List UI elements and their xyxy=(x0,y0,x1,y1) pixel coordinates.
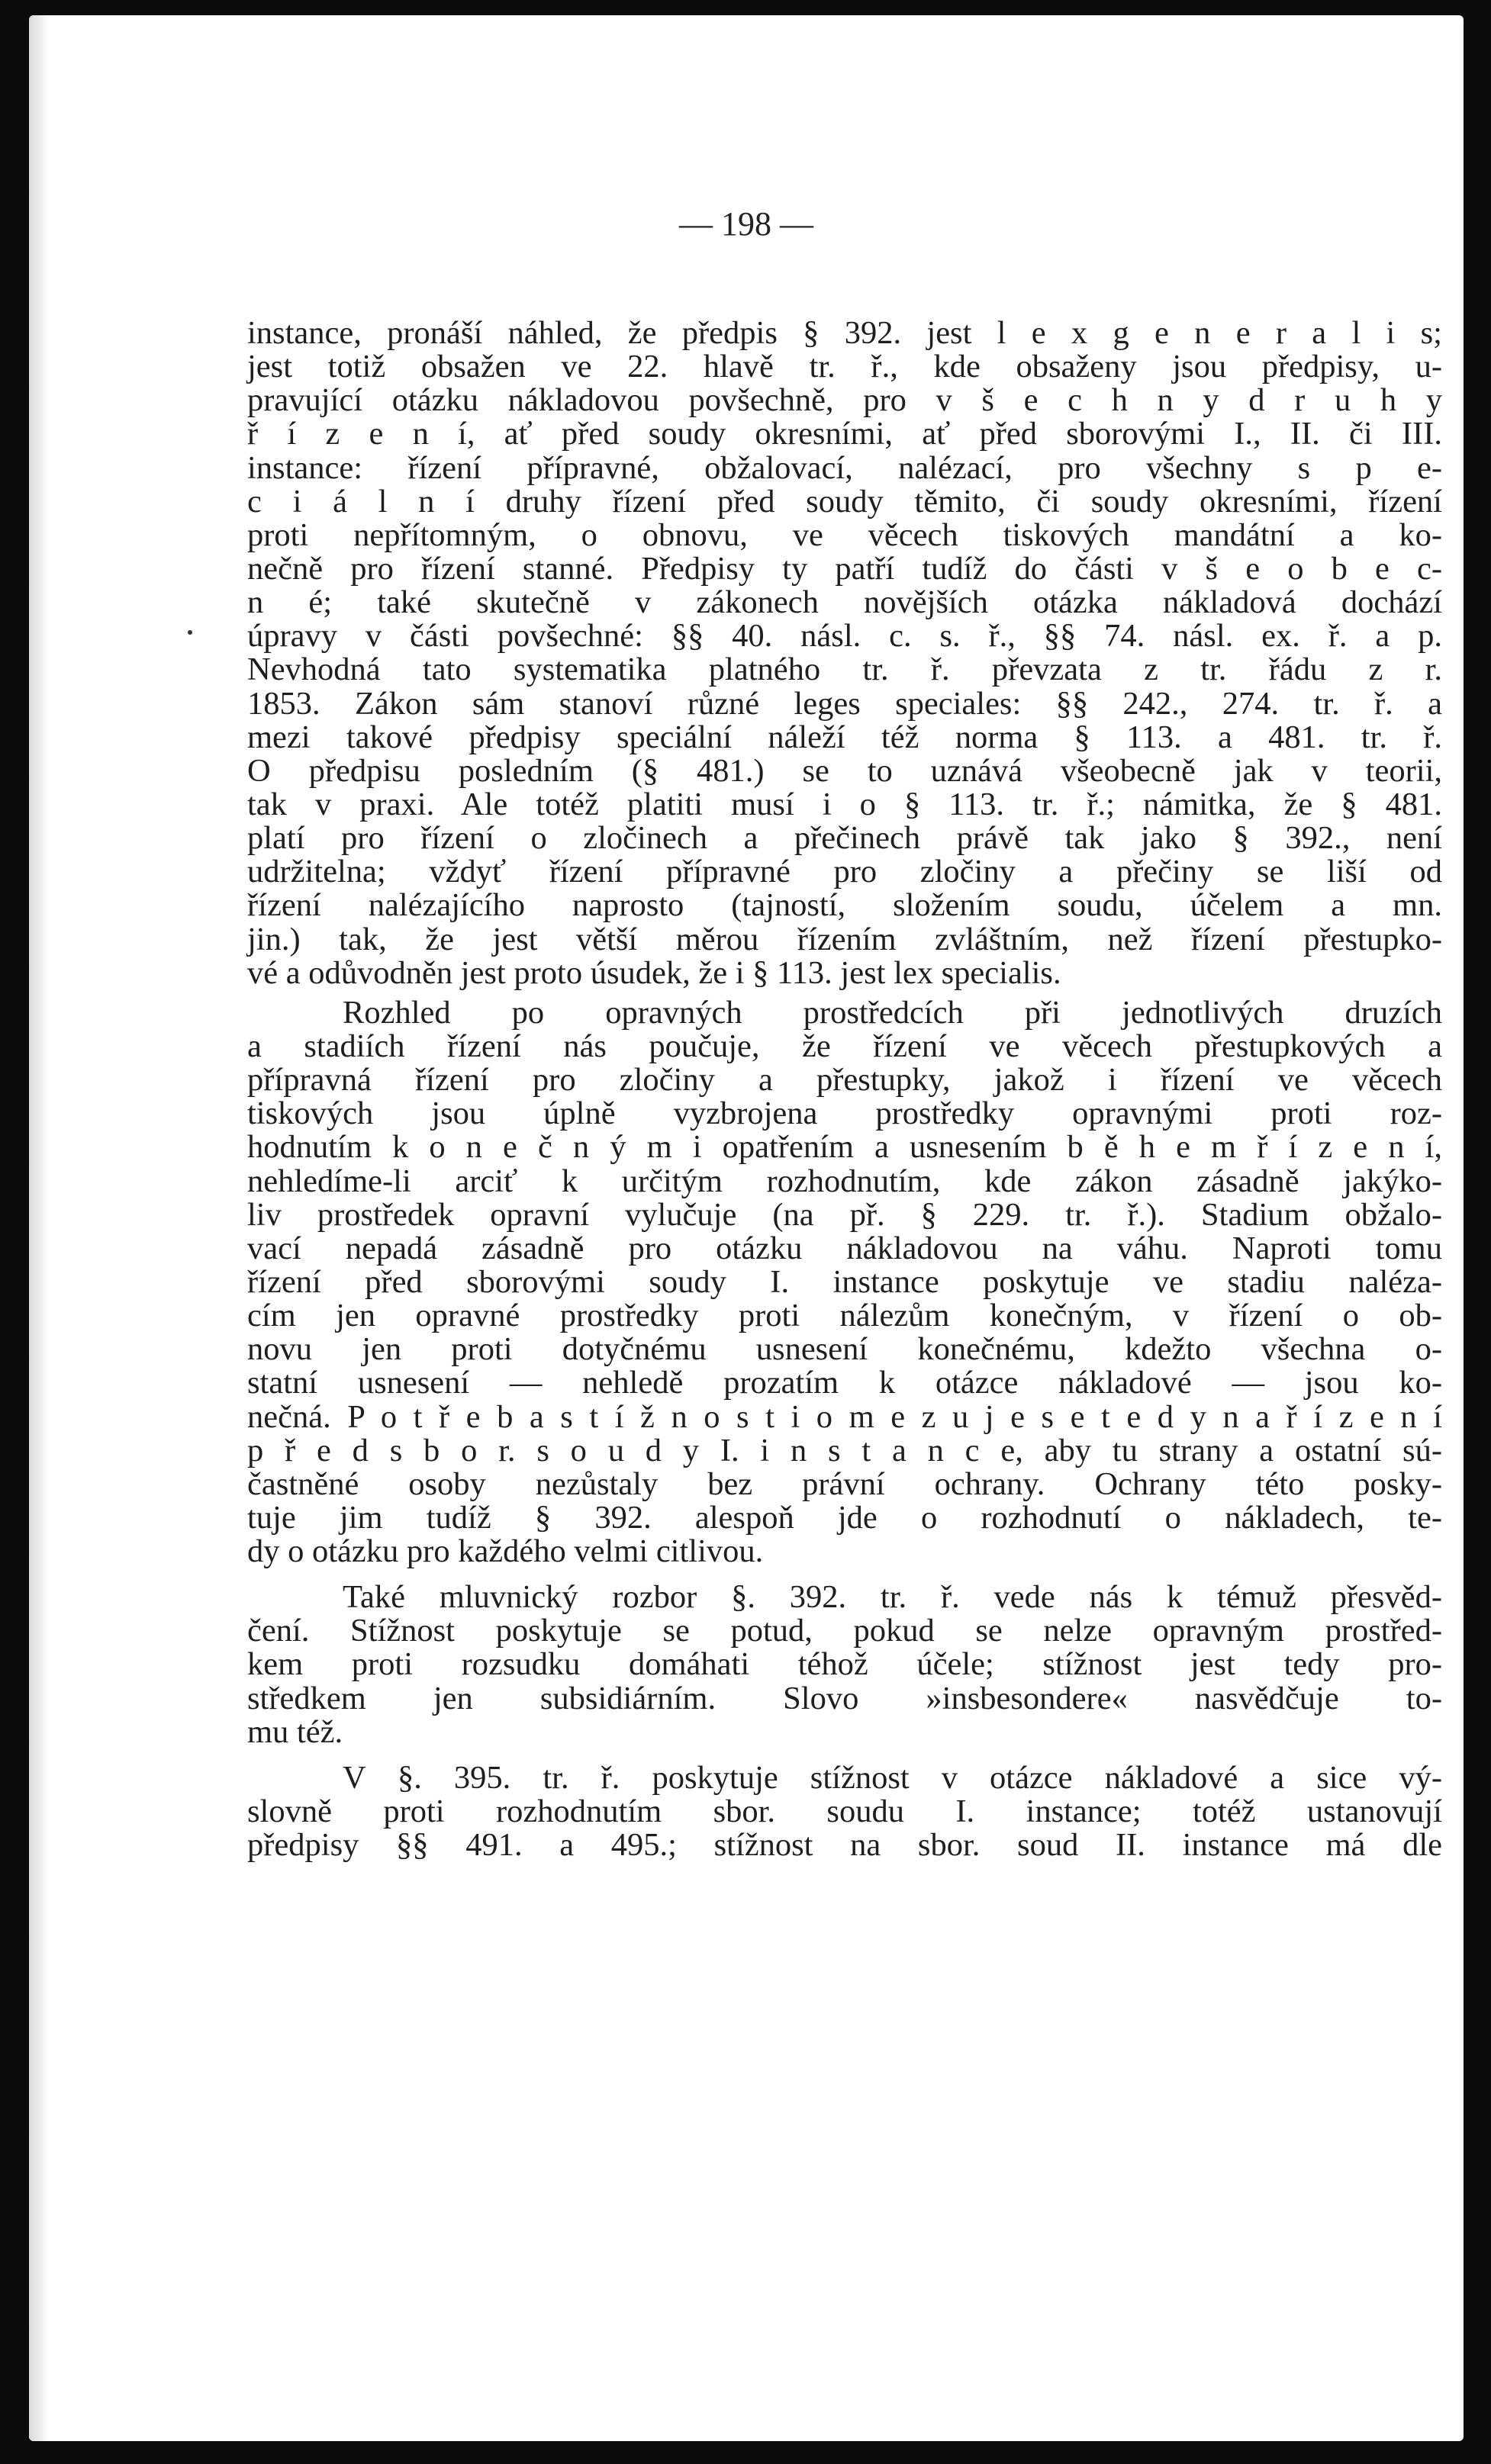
text-line: mezi takové předpisy speciální náleží též norma § 113. a 481. tr. ř. xyxy=(247,719,1442,755)
text-line: c i á l n í druhy řízení před soudy těmito, či soudy okresními, řízení xyxy=(247,483,1442,519)
text-line: O předpisu posledním (§ 481.) se to uznává všeobecně jak v teorii, xyxy=(247,752,1442,789)
text-line: středkem jen subsidiárním. Slovo »insbesondere« nasvědčuje to- xyxy=(247,1680,1442,1716)
print-speck xyxy=(188,630,192,635)
text-line: udržitelna; vždyť řízení přípravné pro zločiny a přečiny se liší od xyxy=(247,854,1442,890)
page-edge-shadow xyxy=(29,15,49,2441)
paragraph xyxy=(247,317,1442,990)
text-line: nehledíme-li arciť k určitým rozhodnutím, kde zákon zásadně jakýko- xyxy=(247,1163,1442,1199)
text-line: novu jen proti dotyčnému usnesení konečnému, kdežto všechna o- xyxy=(247,1331,1442,1368)
text-line: vací nepadá zásadně pro otázku nákladovou na váhu. Naproti tomu xyxy=(247,1230,1442,1266)
text-line: předpisy §§ 491. a 495.; stížnost na sbor. soud II. instance má dle xyxy=(247,1827,1442,1864)
text-line: instance: řízení přípravné, obžalovací, nalézací, pro všechny s p e- xyxy=(247,449,1442,486)
text-line: V §. 395. tr. ř. poskytuje stížnost v otázce nákladové a sice vý- xyxy=(343,1759,1442,1796)
text-line: Nevhodná tato systematika platného tr. ř. převzata z tr. řádu z r. xyxy=(247,651,1442,688)
text-line: slovně proti rozhodnutím sbor. soudu I. instance; totéž ustanovují xyxy=(247,1793,1442,1830)
text-line: platí pro řízení o zločinech a přečinech právě tak jako § 392., není xyxy=(247,820,1442,857)
text-line: vé a odůvodněn jest proto úsudek, že i § 113. jest lex specialis. xyxy=(247,954,1061,991)
text-line: hodnutím k o n e č n ý m i opatřením a usnesením b ě h e m ř í z e n í, xyxy=(247,1129,1442,1166)
text-line: liv prostředek opravní vylučuje (na př. § 229. tr. ř.). Stadium obžalo- xyxy=(247,1196,1442,1233)
text-line: řízení nalézajícího naprosto (tajností, složením soudu, účelem a mn. xyxy=(247,887,1442,924)
text-line: cím jen opravné prostředky proti nálezům konečným, v řízení o ob- xyxy=(247,1298,1442,1334)
paragraph xyxy=(247,996,1442,1568)
text-line: pravující otázku nákladovou povšechně, pro v š e c h n y d r u h y xyxy=(247,382,1442,419)
text-line: n é; také skutečně v zákonech novějších otázka nákladová dochází xyxy=(247,584,1442,621)
text-line: Rozhled po opravných prostředcích při jednotlivých druzích xyxy=(343,994,1442,1031)
text-line: a stadiích řízení nás poučuje, že řízení ve věcech přestupkových a xyxy=(247,1028,1442,1064)
text-line: Také mluvnický rozbor §. 392. tr. ř. vede nás k témuž přesvěd- xyxy=(343,1579,1442,1616)
text-line: kem proti rozsudku domáhati téhož účele; stížnost jest tedy pro- xyxy=(247,1646,1442,1683)
text-line: tiskových jsou úplně vyzbrojena prostředky opravnými proti roz- xyxy=(247,1095,1442,1132)
text-line: p ř e d s b o r. s o u d y I. i n s t a n c e, aby tu strany a ostatní sú- xyxy=(247,1432,1442,1468)
text-line: řízení před sborovými soudy I. instance poskytuje ve stadiu naléza- xyxy=(247,1263,1442,1300)
text-line: přípravná řízení pro zločiny a přestupky, jakož i řízení ve věcech xyxy=(247,1062,1442,1099)
text-line: mu též. xyxy=(247,1713,343,1750)
text-line: jest totiž obsažen ve 22. hlavě tr. ř., kde obsaženy jsou předpisy, u- xyxy=(247,349,1442,385)
book-page xyxy=(29,15,1464,2441)
text-line: častněné osoby nezůstaly bez právní ochrany. Ochrany této posky- xyxy=(247,1465,1442,1502)
text-line: ř í z e n í, ať před soudy okresními, ať před sborovými I., II. či III. xyxy=(247,416,1442,452)
text-line: nečně pro řízení stanné. Předpisy ty patří tudíž do části v š e o b e c- xyxy=(247,550,1442,587)
paragraph xyxy=(247,1581,1442,1749)
text-line: čení. Stížnost poskytuje se potud, pokud se nelze opravným prostřed- xyxy=(247,1613,1442,1649)
page-number: — 198 — xyxy=(679,205,813,243)
text-line: úpravy v části povšechné: §§ 40. násl. c. s. ř., §§ 74. násl. ex. ř. a p. xyxy=(247,618,1442,655)
text-line: 1853. Zákon sám stanoví různé leges speciales: §§ 242., 274. tr. ř. a xyxy=(247,685,1442,722)
body-text xyxy=(247,317,1442,1862)
text-line: proti nepřítomným, o obnovu, ve věcech tiskových mandátní a ko- xyxy=(247,516,1442,553)
text-line: jin.) tak, že jest větší měrou řízením zvláštním, než řízení přestupko- xyxy=(247,921,1442,957)
text-line: tak v praxi. Ale totéž platiti musí i o § 113. tr. ř.; námitka, že § 481. xyxy=(247,786,1442,822)
text-line: nečná. P o t ř e b a s t í ž n o s t i o m e z u j e s e t e d y n a ř í z e n í xyxy=(247,1398,1442,1435)
text-line: instance, pronáší náhled, že předpis § 392. jest l e x g e n e r a l i s; xyxy=(247,315,1442,351)
paragraph xyxy=(247,1761,1442,1862)
text-line: tuje jim tudíž § 392. alespoň jde o rozhodnutí o nákladech, te- xyxy=(247,1499,1442,1536)
text-line: statní usnesení — nehledě prozatím k otázce nákladové — jsou ko- xyxy=(247,1365,1442,1401)
text-line: dy o otázku pro každého velmi citlivou. xyxy=(247,1533,764,1570)
